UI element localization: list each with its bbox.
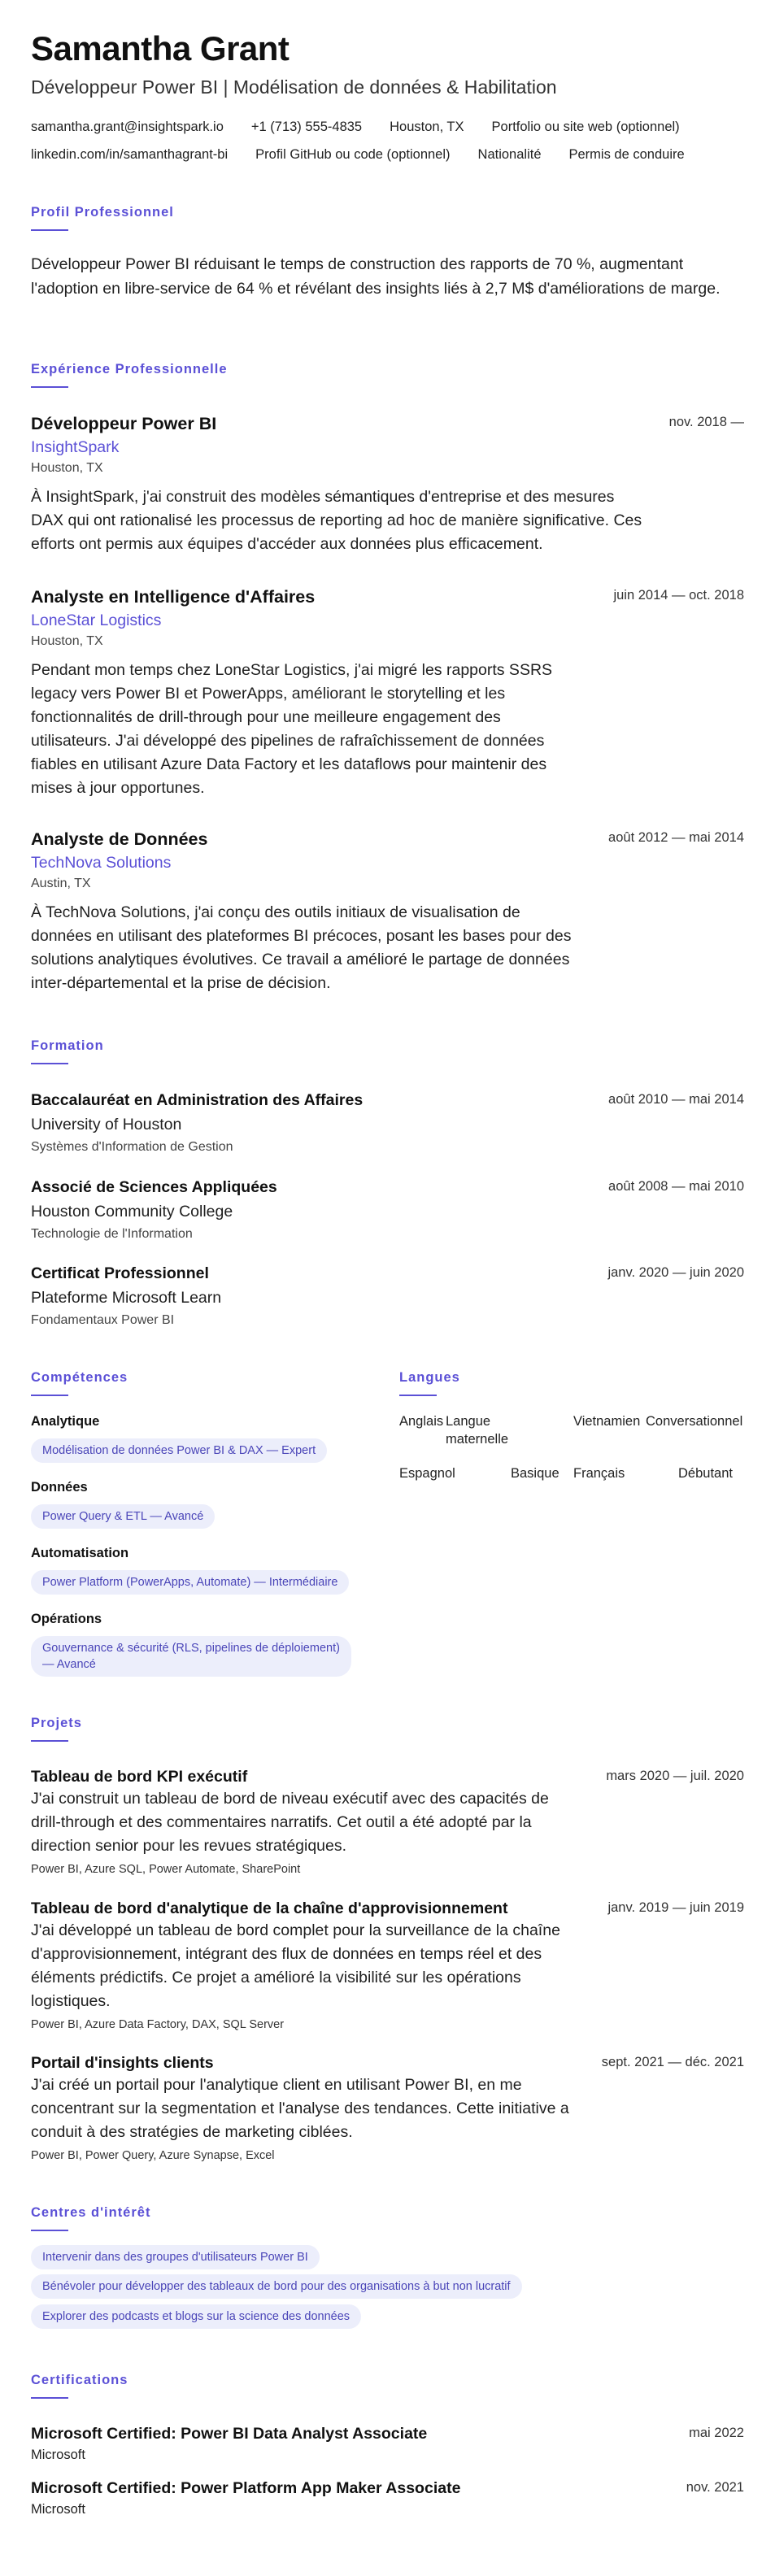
language-name: Anglais <box>399 1414 444 1429</box>
project-description: J'ai créé un portail pour l'analytique client en utilisant Power BI, en me concentrant sur la segmentation et l'analyse des tendances. Cette initiative a conduit à des stratégies de marketing ciblées. <box>31 2076 569 2141</box>
skill-group <box>31 1610 351 1677</box>
section-divider <box>31 1395 68 1396</box>
school-name: Houston Community College <box>31 1203 233 1221</box>
contact-location: Houston, TX <box>390 120 464 134</box>
education-item <box>31 1177 744 1243</box>
job-title: Analyste de Données <box>31 829 208 849</box>
company-name: TechNova Solutions <box>31 854 172 872</box>
field-of-study: Technologie de l'Information <box>31 1227 193 1241</box>
languages-section <box>399 1368 460 1396</box>
language-level-line: maternelle <box>446 1432 509 1447</box>
job-location: Houston, TX <box>31 461 103 475</box>
certification-date: mai 2022 <box>689 2426 744 2440</box>
experience-section <box>31 360 228 388</box>
section-heading: Compétences <box>31 1370 128 1385</box>
certification-issuer: Microsoft <box>31 2448 85 2462</box>
skill-pill-line: — Avancé <box>42 1658 96 1671</box>
interests-section <box>31 2204 150 2231</box>
job-description: À TechNova Solutions, j'ai conçu des outils initiaux de visualisation de données en utilisant des plateformes BI précoces, posant les bases pour des solutions analytiques évolutives. Ce travail a amélioré le partage de données inter-départemental et la prise de décision. <box>31 903 572 992</box>
certification-issuer: Microsoft <box>31 2502 85 2517</box>
education-dates: janv. 2020 — juin 2020 <box>607 1265 744 1280</box>
education-dates: août 2008 — mai 2010 <box>608 1179 744 1194</box>
skill-pill: Power Query & ETL — Avancé <box>31 1504 215 1529</box>
project-description: J'ai développé un tableau de bord complet pour la surveillance de la chaîne d'approvisionnement, intégrant des flux de données en temps réel et des éléments prédictifs. Ce projet a amélioré la visibilité sur les opérations logistiques. <box>31 1921 560 2010</box>
section-heading: Centres d'intérêt <box>31 2205 151 2220</box>
skill-pill: Power Platform (PowerApps, Automate) — Intermédiaire <box>31 1570 349 1595</box>
section-divider <box>31 2230 68 2231</box>
job-dates: nov. 2018 — <box>668 415 744 429</box>
project-tech: Power BI, Power Query, Azure Synapse, Excel <box>31 2149 275 2162</box>
skill-group <box>31 1544 349 1595</box>
section-heading: Certifications <box>31 2373 128 2387</box>
project-item <box>31 1898 744 2033</box>
certifications-section <box>31 2371 128 2399</box>
job-description: Pendant mon temps chez LoneStar Logistics, j'ai migré les rapports SSRS legacy vers Power BI et PowerApps, améliorant le storytelling et les fonctionnalités de drill-through pour une meilleure engagement des utilisateurs. J'ai développé des pipelines de rafraîchissement de données fiables en utilisant Azure Data Factory et les dataflows pour maintenir des mises à jour opportunes. <box>31 661 553 797</box>
interest-pill: Bénévoler pour développer des tableaux de bord pour des organisations à but non lucratif <box>31 2274 522 2299</box>
project-item <box>31 2052 744 2164</box>
skill-category: Données <box>31 1480 88 1495</box>
language-level-line: Langue <box>446 1414 491 1429</box>
section-divider <box>31 1063 68 1064</box>
section-heading: Projets <box>31 1716 82 1730</box>
project-description: J'ai construit un tableau de bord de niveau exécutif avec des capacités de drill-through et des commentaires narratifs. Cet outil a été adopté par la direction senior pour les revues stratégiques. <box>31 1790 549 1855</box>
contact-github[interactable]: Profil GitHub ou code (optionnel) <box>255 147 451 162</box>
project-tech: Power BI, Azure Data Factory, DAX, SQL Server <box>31 2018 285 2031</box>
skill-pill: Modélisation de données Power BI & DAX — Expert <box>31 1438 327 1463</box>
contact-phone[interactable]: +1 (713) 555-4835 <box>250 120 363 134</box>
certification-date: nov. 2021 <box>686 2480 744 2495</box>
projects-section <box>31 1714 82 1742</box>
project-title: Portail d'insights clients <box>31 2054 214 2072</box>
contact-email[interactable]: samantha.grant@insightspark.io <box>31 120 224 134</box>
language-level <box>446 1412 508 1448</box>
school-name: Plateforme Microsoft Learn <box>31 1289 222 1307</box>
candidate-name: Samantha Grant <box>31 29 290 67</box>
section-divider <box>31 1740 68 1742</box>
language-level: Débutant <box>678 1466 733 1481</box>
education-item <box>31 1263 744 1329</box>
skill-category: Automatisation <box>31 1546 129 1560</box>
skill-category: Opérations <box>31 1612 102 1626</box>
field-of-study: Systèmes d'Information de Gestion <box>31 1140 233 1154</box>
education-item <box>31 1090 744 1156</box>
profile-section <box>31 203 730 301</box>
project-title: Tableau de bord d'analytique de la chaîne d'approvisionnement <box>31 1899 508 1917</box>
project-title: Tableau de bord KPI exécutif <box>31 1768 248 1786</box>
company-name: LoneStar Logistics <box>31 611 162 629</box>
contact-driving-license: Permis de conduire <box>568 147 685 162</box>
job-location: Houston, TX <box>31 634 103 648</box>
contact-list <box>31 117 763 164</box>
skill-category: Analytique <box>31 1414 100 1429</box>
interest-pill: Explorer des podcasts et blogs sur la science des données <box>31 2304 361 2329</box>
skill-group <box>31 1478 215 1529</box>
contact-linkedin[interactable]: linkedin.com/in/samanthagrant-bi <box>31 147 229 162</box>
language-name: Vietnamien <box>573 1414 641 1429</box>
profile-summary: Développeur Power BI réduisant le temps de construction des rapports de 70 %, augmentant l'adoption en libre-service de 64 % et révélant des insights liés à 2,7 M$ d'améliorations de marge. <box>31 255 721 298</box>
job-location: Austin, TX <box>31 877 91 890</box>
job-dates: août 2012 — mai 2014 <box>608 830 744 845</box>
school-name: University of Houston <box>31 1116 182 1134</box>
certification-item <box>31 2423 744 2464</box>
certification-title: Microsoft Certified: Power BI Data Analyst Associate <box>31 2425 428 2443</box>
experience-item <box>31 585 744 800</box>
section-divider <box>31 229 68 231</box>
certification-item <box>31 2478 744 2518</box>
language-level: Basique <box>511 1466 559 1481</box>
contact-nationality: Nationalité <box>477 147 542 162</box>
job-dates: juin 2014 — oct. 2018 <box>613 588 744 603</box>
section-heading: Formation <box>31 1038 104 1053</box>
certification-title: Microsoft Certified: Power Platform App Maker Associate <box>31 2479 461 2497</box>
section-divider <box>31 386 68 388</box>
degree-title: Associé de Sciences Appliquées <box>31 1178 277 1196</box>
company-name: InsightSpark <box>31 438 120 456</box>
experience-item <box>31 828 744 995</box>
job-description: À InsightSpark, j'ai construit des modèles sémantiques d'entreprise et des mesures DAX qui ont rationalisé les processus de reporting ad hoc de manière significative. Ces efforts ont permis aux équipes d'accéder aux données plus efficacement. <box>31 488 642 553</box>
contact-portfolio[interactable]: Portfolio ou site web (optionnel) <box>491 120 680 134</box>
project-dates: janv. 2019 — juin 2019 <box>607 1900 744 1915</box>
field-of-study: Fondamentaux Power BI <box>31 1313 175 1327</box>
skill-pill <box>31 1636 351 1677</box>
section-divider <box>31 2397 68 2399</box>
section-heading: Expérience Professionnelle <box>31 362 228 376</box>
experience-item <box>31 412 744 556</box>
skills-section <box>31 1368 128 1396</box>
candidate-title: Développeur Power BI | Modélisation de données & Habilitation <box>31 76 557 98</box>
language-level: Conversationnel <box>646 1414 743 1429</box>
project-dates: mars 2020 — juil. 2020 <box>606 1769 744 1783</box>
project-tech: Power BI, Azure SQL, Power Automate, SharePoint <box>31 1863 301 1876</box>
degree-title: Baccalauréat en Administration des Affaires <box>31 1091 364 1109</box>
section-heading: Langues <box>399 1370 460 1385</box>
skill-group <box>31 1412 327 1463</box>
project-dates: sept. 2021 — déc. 2021 <box>601 2055 744 2069</box>
education-section <box>31 1037 104 1064</box>
job-title: Analyste en Intelligence d'Affaires <box>31 587 316 607</box>
degree-title: Certificat Professionnel <box>31 1264 209 1282</box>
project-item <box>31 1766 744 1878</box>
skill-pill-line: Gouvernance & sécurité (RLS, pipelines de déploiement) <box>42 1642 340 1655</box>
language-name: Espagnol <box>399 1466 455 1481</box>
section-divider <box>399 1395 437 1396</box>
job-title: Développeur Power BI <box>31 414 217 433</box>
education-dates: août 2010 — mai 2014 <box>608 1092 744 1107</box>
language-name: Français <box>573 1466 625 1481</box>
interest-pill: Intervenir dans des groupes d'utilisateurs Power BI <box>31 2245 320 2269</box>
section-heading: Profil Professionnel <box>31 205 174 220</box>
